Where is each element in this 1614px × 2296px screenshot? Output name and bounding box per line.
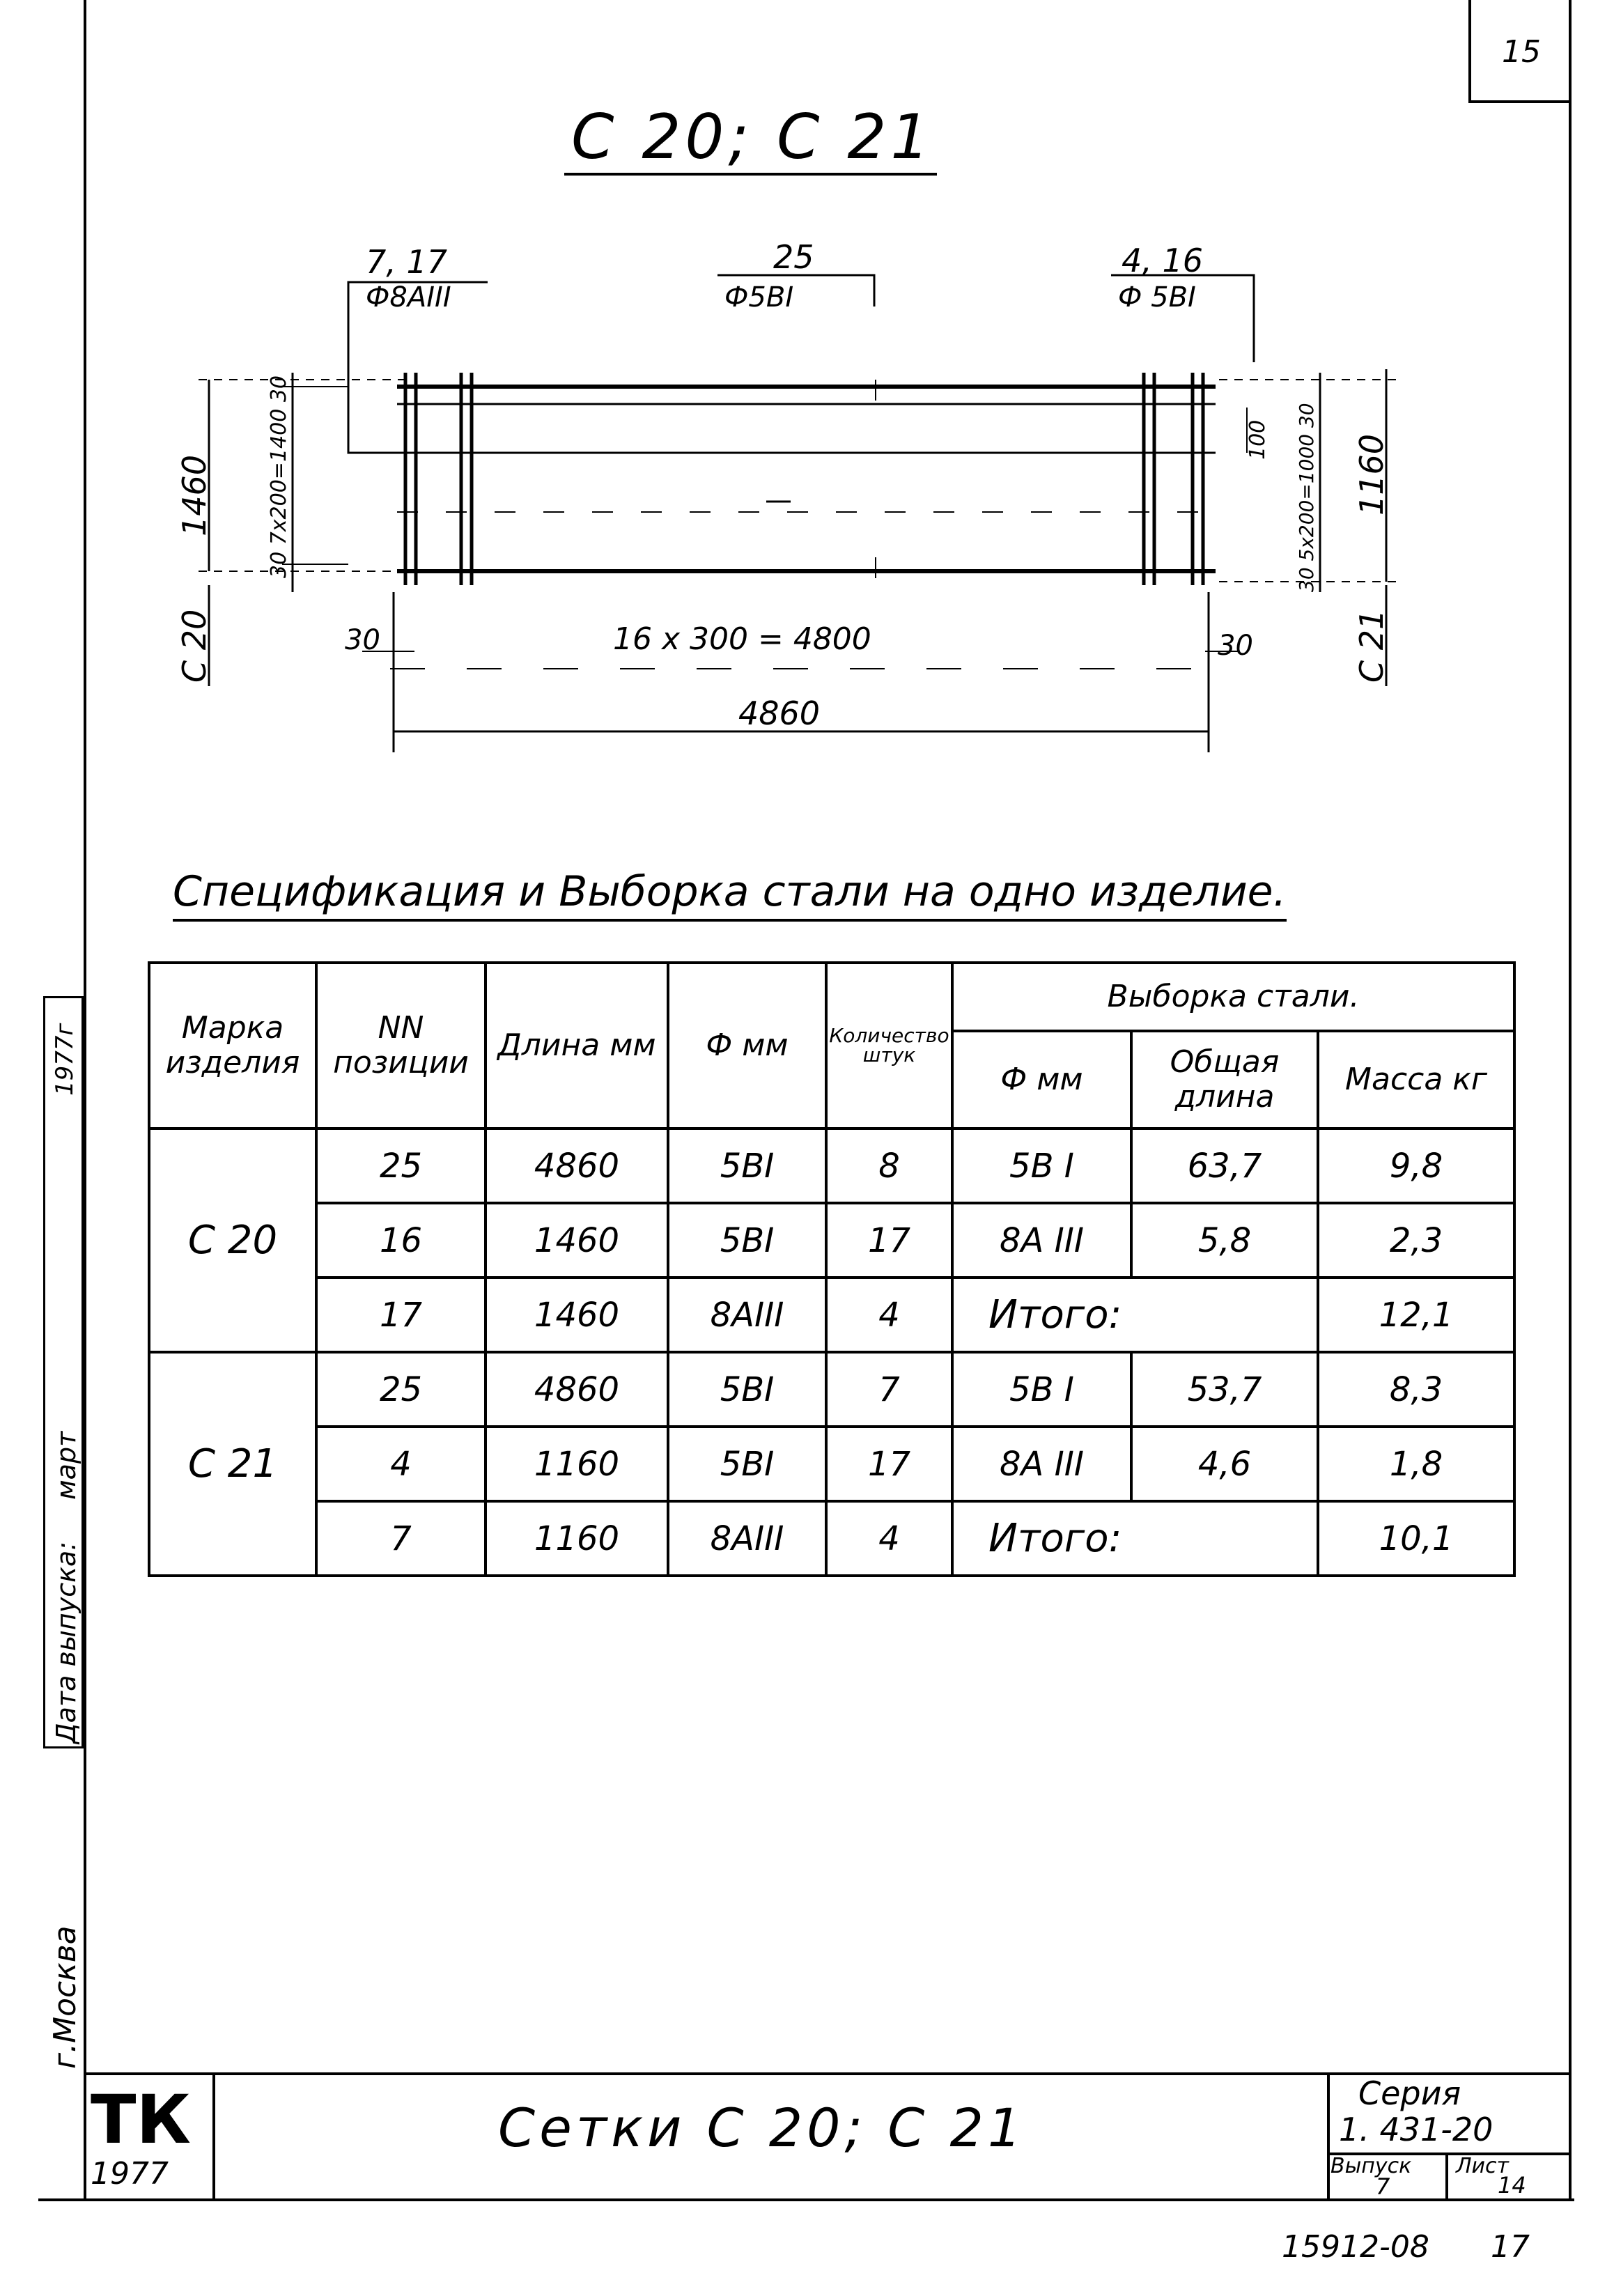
dim-c20-spacing: 30 7x200=1400 30 [267,375,291,578]
release-date-label: Дата выпуска: [51,1541,82,1744]
dim-span: 16 x 300 = 4800 [613,621,871,657]
table-row [149,1128,1514,1203]
header-pos: NN позиции [316,963,486,1128]
cell-total-mass: 12,1 [1318,1278,1514,1352]
table-row [149,1352,1514,1427]
cell-qty: 8 [826,1128,952,1203]
dim-mark-c20: С 20 [176,609,213,683]
header-diam: Ф мм [668,963,826,1128]
table-row [149,1203,1514,1278]
header-selection: Выборка стали. [952,963,1514,1031]
total-label: Итого: [952,1278,1318,1352]
dim-total-length: 4860 [738,695,821,732]
series-number: 1. 431-20 [1339,2111,1493,2148]
drawing-title: С 20; С 21 [571,101,934,173]
cell-length: 1160 [486,1501,668,1576]
callout-right-bar: Ф 5ВI [1118,281,1196,313]
dim-end-left: 30 [345,624,380,656]
release-date-month: март [51,1431,82,1500]
callout-mid-pos: 25 [773,238,814,276]
organization-mark: ТК [91,2081,191,2159]
cell-diam: 5ВI [668,1427,826,1501]
cell-length: 4860 [486,1352,668,1427]
organization-year: 1977 [91,2156,169,2192]
cell-sel-total: 4,6 [1131,1427,1318,1501]
cell-sel-mass: 2,3 [1318,1203,1514,1278]
dim-c20-height: 1460 [176,454,213,536]
table-row [149,1278,1514,1352]
header-length: Длина мм [486,963,668,1128]
cell-diam: 5ВI [668,1203,826,1278]
cell-sel-mass: 1,8 [1318,1427,1514,1501]
header-qty: Количество штук [826,963,952,1128]
cell-sel-total: 53,7 [1131,1352,1318,1427]
cell-pos: 17 [316,1278,486,1352]
document-name: Сетки С 20; С 21 [498,2097,1026,2159]
cell-length: 1460 [486,1278,668,1352]
cell-length: 1460 [486,1203,668,1278]
spec-table [148,961,1516,1577]
callout-mid-bar: Ф5ВI [724,281,794,313]
page-number: 17 [1491,2229,1530,2265]
release-date-year: 1977г [51,1023,79,1096]
dim-mark-c21: С 21 [1353,609,1390,683]
dim-c21-spacing: 30 5x200=1000 30 [1295,403,1318,592]
cell-sel-diam: 5В I [952,1128,1131,1203]
cell-qty: 4 [826,1278,952,1352]
cell-sel-mass: 8,3 [1318,1352,1514,1427]
header-sel-total: Общая длина [1131,1031,1318,1128]
cell-diam: 8АIII [668,1501,826,1576]
cell-qty: 17 [826,1427,952,1501]
city-label: г.Москва [47,1925,83,2069]
mesh-drawing [0,0,1614,801]
cell-sel-total: 5,8 [1131,1203,1318,1278]
header-mark: Марка изделия [149,963,316,1128]
issue-number: 7 [1376,2173,1390,2200]
cell-diam: 8АIII [668,1278,826,1352]
table-row [149,1501,1514,1576]
header-sel-mass: Масса кг [1318,1031,1514,1128]
cell-pos: 16 [316,1203,486,1278]
series-label: Серия [1358,2074,1461,2112]
archive-number: 15912-08 [1282,2229,1429,2265]
table-row [149,1427,1514,1501]
cell-pos: 25 [316,1352,486,1427]
cell-qty: 17 [826,1203,952,1278]
cell-length: 1160 [486,1427,668,1501]
sheet-label: Лист [1456,2154,1510,2178]
cell-pos: 7 [316,1501,486,1576]
issue-label: Выпуск [1330,2154,1412,2178]
spec-title: Спецификация и Выборка стали на одно изделие. [173,867,1287,922]
cell-pos: 25 [316,1128,486,1203]
cell-qty: 7 [826,1352,952,1427]
callout-right-pos: 4, 16 [1122,242,1204,279]
cell-diam: 5ВI [668,1128,826,1203]
cell-sel-diam: 8А III [952,1203,1131,1278]
cell-total-mass: 10,1 [1318,1501,1514,1576]
group-mark: С 20 [149,1128,316,1352]
callout-left-pos: 7, 17 [366,243,448,281]
cell-sel-diam: 5В I [952,1352,1131,1427]
sheet-number-box: 15 [1468,0,1572,103]
cell-sel-total: 63,7 [1131,1128,1318,1203]
dim-100: 100 [1246,419,1270,460]
header-sel-diam: Ф мм [952,1031,1131,1128]
cell-diam: 5ВI [668,1352,826,1427]
total-label: Итого: [952,1501,1318,1576]
cell-qty: 4 [826,1501,952,1576]
group-mark: С 21 [149,1352,316,1576]
callout-left-bar: Ф8АIII [366,281,451,313]
dim-end-right: 30 [1218,630,1253,662]
sheet-number: 14 [1498,2172,1526,2198]
dim-c21-height: 1160 [1353,433,1390,515]
cell-sel-mass: 9,8 [1318,1128,1514,1203]
release-date-stamp [43,996,84,1748]
cell-length: 4860 [486,1128,668,1203]
cell-sel-diam: 8А III [952,1427,1131,1501]
cell-pos: 4 [316,1427,486,1501]
